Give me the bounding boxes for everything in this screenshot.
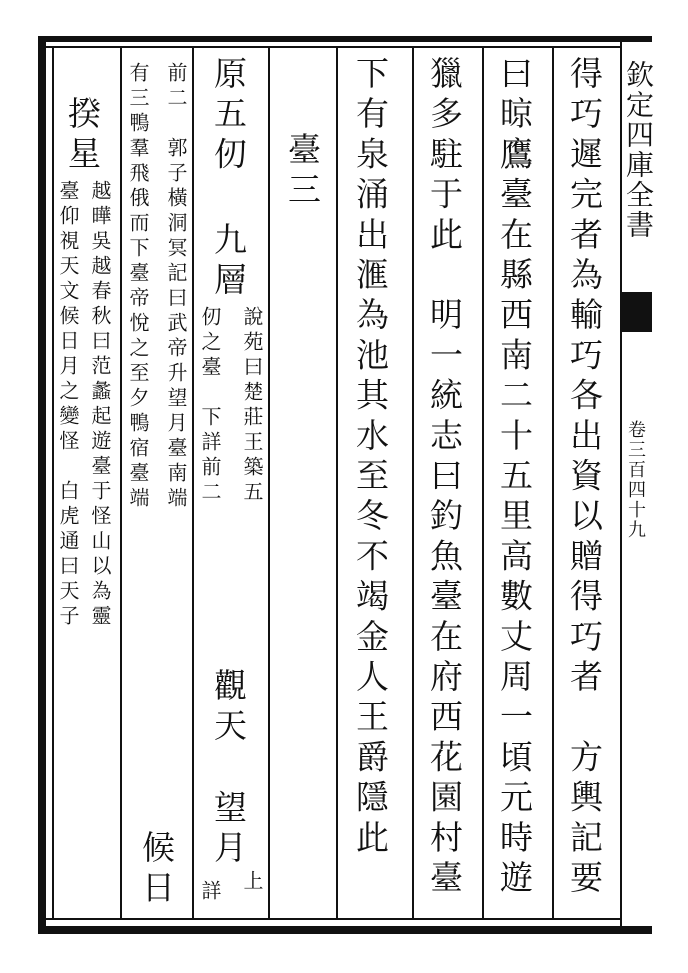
- annotation-right: 說苑曰楚莊王築五: [240, 306, 264, 506]
- entry-heading-5: 候日: [137, 830, 176, 911]
- annotation-end-left: 詳: [198, 880, 222, 905]
- column-rule: [192, 46, 194, 920]
- volume-number: 卷三百四十九: [625, 420, 646, 540]
- annotation-right: 越曄吳越春秋曰范蠡起遊臺于怪山以為靈: [88, 180, 112, 630]
- border-left-thick: [38, 36, 46, 934]
- annotation-end-right: 上: [240, 870, 264, 895]
- border-top-thick: [38, 36, 652, 42]
- annotation-left: 臺仰視天文候日月之變怪 白虎通曰天子: [56, 180, 80, 630]
- border-top-thin: [46, 46, 620, 48]
- entry-heading-3: 觀天: [209, 668, 248, 749]
- column-rule: [552, 46, 554, 920]
- book-title: 欽定四庫全書: [622, 60, 655, 240]
- column-rule: [482, 46, 484, 920]
- border-bottom-thin: [46, 918, 620, 920]
- column-rule: [120, 46, 122, 920]
- section-heading: 臺三: [283, 132, 322, 213]
- entry-heading-2: 九層: [209, 222, 248, 303]
- entry-heading-6: 揆星: [63, 96, 102, 177]
- text-column-3: 獵多駐于此 明一統志曰釣魚臺在府西花園村臺: [425, 56, 464, 901]
- text-column-2: 曰晾鷹臺在縣西南二十五里高數丈周一頃元時遊: [495, 56, 534, 901]
- annotation-left: 有三鴨羣飛俄而下臺帝悅之至夕鴨宿臺端: [126, 62, 150, 512]
- column-rule: [336, 46, 338, 920]
- text-column-4: 下有泉涌出滙為池其水至冬不竭金人王爵隱此: [351, 56, 390, 860]
- fish-tail-mark: [622, 292, 652, 332]
- entry-heading-4: 望月: [209, 790, 248, 871]
- entry-heading-1: 原五仞: [209, 56, 248, 177]
- text-column-1: 得巧遲完者為輸巧各出資以贈得巧者 方輿記要: [565, 56, 604, 901]
- annotation-right: 前二 郭子橫洞冥記曰武帝升望月臺南端: [164, 62, 188, 512]
- column-rule: [412, 46, 414, 920]
- border-bottom-thick: [38, 926, 652, 934]
- border-left-thin: [52, 46, 54, 920]
- column-rule: [268, 46, 270, 920]
- annotation-left: 仞之臺 下詳前二: [198, 306, 222, 506]
